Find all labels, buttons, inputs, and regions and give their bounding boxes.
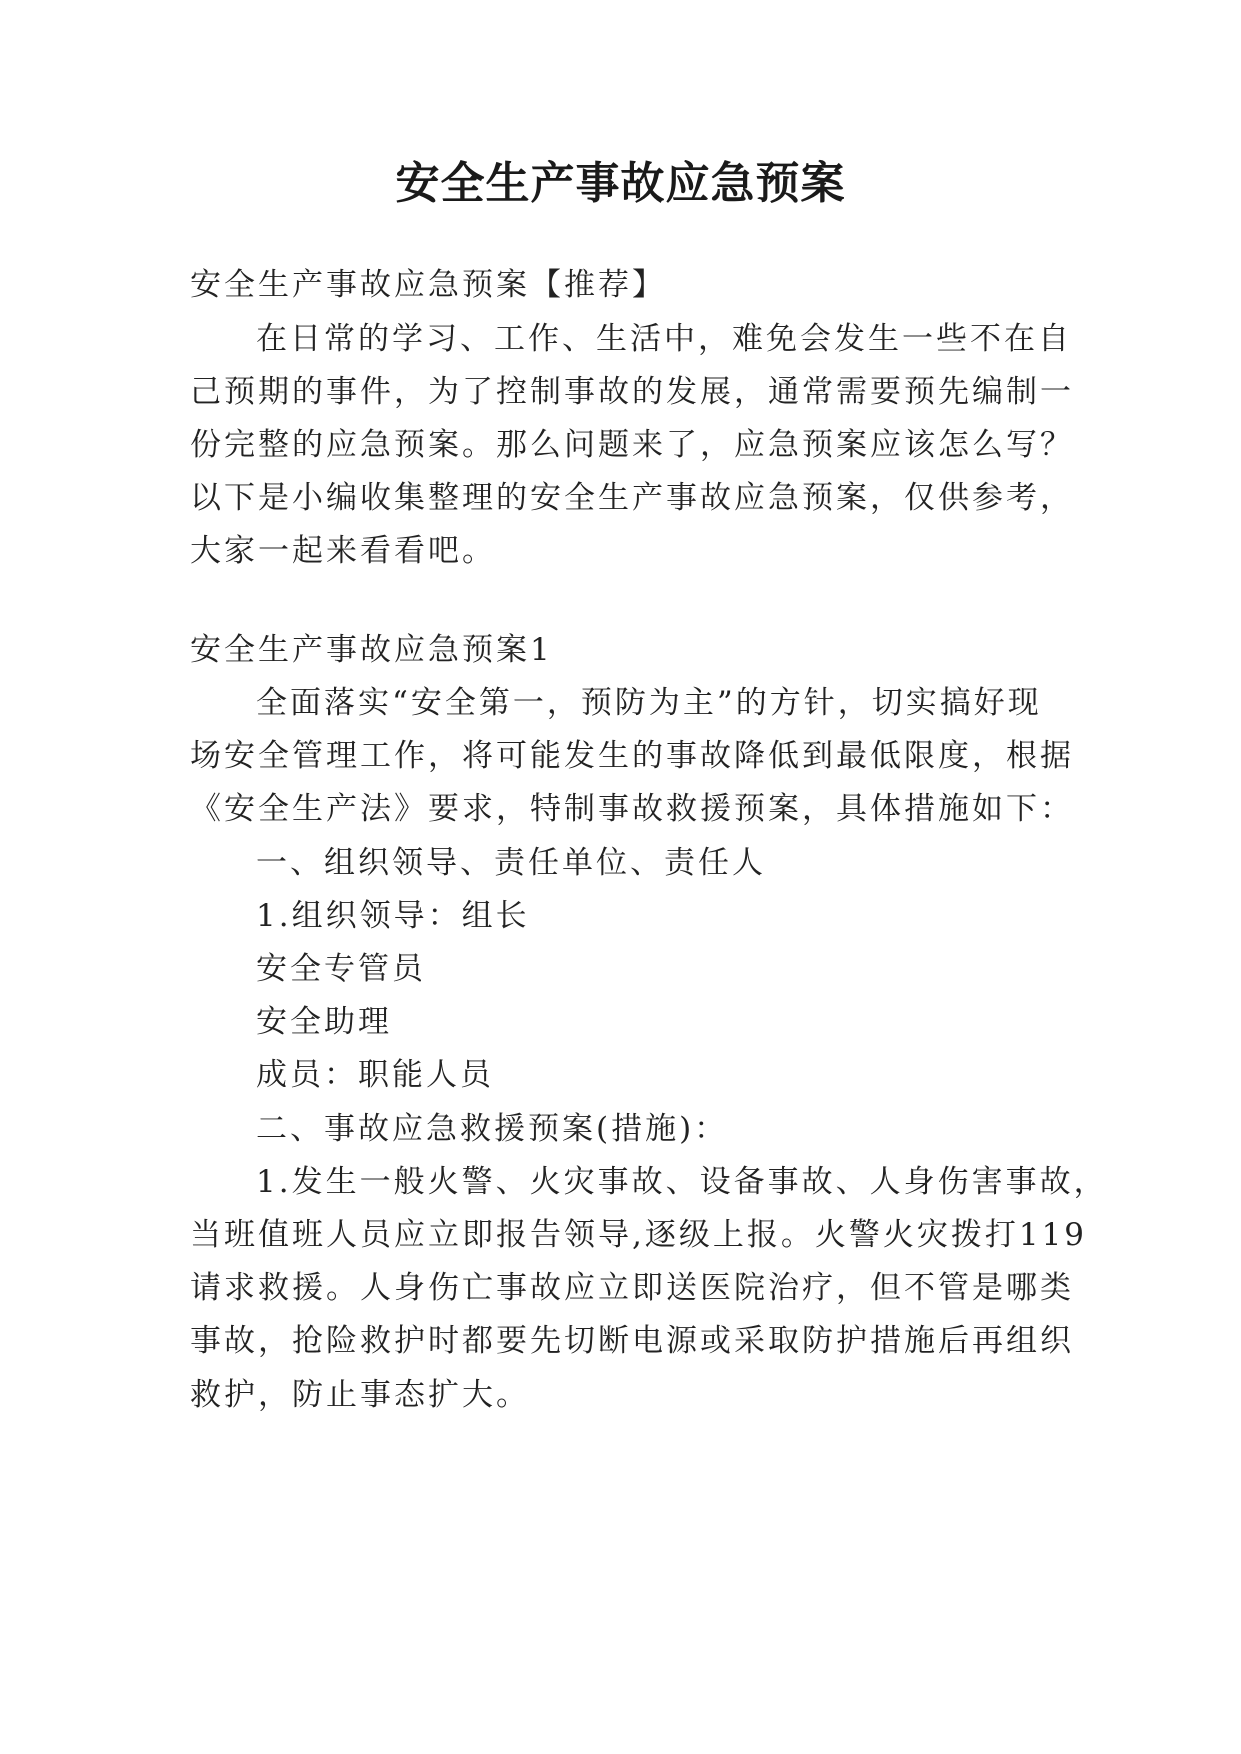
paragraph-line: 在日常的学习、工作、生活中，难免会发生一些不在自: [256, 321, 1072, 357]
paragraph-line: 以下是小编收集整理的安全生产事故应急预案，仅供参考，: [190, 480, 1074, 516]
list-item: 安全助理: [256, 1004, 392, 1040]
paragraph-line: 《安全生产法》要求，特制事故救援预案，具体措施如下：: [190, 791, 1074, 827]
document-title: 安全生产事故应急预案: [395, 158, 846, 209]
list-item: 1.组织领导：组长: [256, 898, 530, 934]
list-item: 成员：职能人员: [256, 1057, 494, 1093]
paragraph-line: 份完整的应急预案。那么问题来了，应急预案应该怎么写？: [190, 427, 1074, 463]
list-item: 安全专管员: [256, 951, 426, 987]
paragraph-line: 请求救援。人身伤亡事故应立即送医院治疗，但不管是哪类: [190, 1270, 1074, 1306]
list-heading: 二、事故应急救援预案(措施)：: [256, 1111, 729, 1147]
paragraph-line: 全面落实“安全第一，预防为主”的方针，切实搞好现: [256, 685, 1042, 721]
paragraph-line: 当班值班人员应立即报告领导,逐级上报。火警火灾拨打119: [190, 1217, 1088, 1253]
paragraph-line: 大家一起来看看吧。: [190, 533, 496, 569]
paragraph-line: 1.发生一般火警、火灾事故、设备事故、人身伤害事故，: [256, 1164, 1108, 1200]
list-heading: 一、组织领导、责任单位、责任人: [256, 845, 766, 881]
paragraph-line: 事故，抢险救护时都要先切断电源或采取防护措施后再组织: [190, 1323, 1074, 1359]
paragraph-line: 场安全管理工作，将可能发生的事故降低到最低限度，根据: [190, 738, 1074, 774]
section-heading-intro: 安全生产事故应急预案【推荐】: [190, 267, 666, 303]
section-heading-1: 安全生产事故应急预案1: [190, 632, 553, 668]
paragraph-line: 己预期的事件，为了控制事故的发展，通常需要预先编制一: [190, 374, 1074, 410]
paragraph-line: 救护，防止事态扩大。: [190, 1377, 530, 1413]
